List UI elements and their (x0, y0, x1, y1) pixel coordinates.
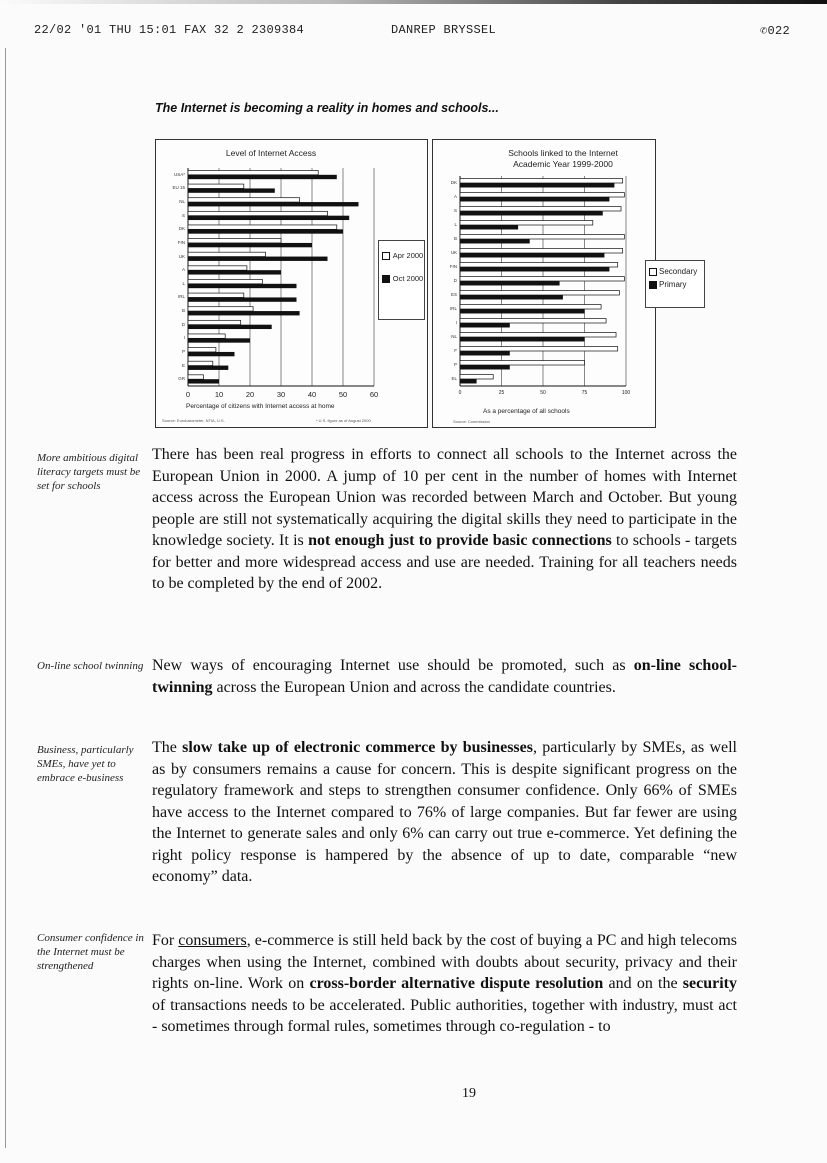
bar-secondary (460, 235, 624, 239)
x-tick-label: 100 (621, 390, 631, 396)
bar-secondary (460, 207, 621, 211)
x-tick-label: 0 (185, 390, 191, 399)
category-label: IRL (449, 306, 457, 311)
chart-footnote: * U.S. figure as of August 2000 (316, 418, 371, 423)
category-label: EL (451, 376, 457, 381)
legend-label: Oct 2000 (392, 274, 424, 283)
bar-oct-2000 (188, 366, 228, 370)
category-label: ES (450, 292, 457, 297)
bar-oct-2000 (188, 311, 300, 315)
bar-apr-2000 (188, 170, 318, 174)
chart-source: Source: Eurobarometer, NTIA, U.S. (162, 418, 225, 423)
text-run: and on the (603, 975, 683, 992)
section-headline: The Internet is becoming a reality in homes and schools... (155, 101, 499, 115)
category-label: NL (179, 199, 185, 205)
category-label: E (181, 362, 185, 368)
text-run: across the European Union and across the candidate countries. (212, 678, 616, 696)
chart-legend (645, 260, 705, 308)
category-label: FIN (449, 264, 457, 269)
schools-internet-plot (433, 140, 655, 427)
x-axis-label: As a percentage of all schools (483, 408, 570, 415)
legend-swatch-white (649, 268, 657, 276)
category-label: S (181, 212, 185, 218)
bar-primary (460, 323, 510, 327)
category-label: D (453, 278, 457, 283)
legend-swatch-black (649, 281, 657, 289)
bar-primary (460, 239, 530, 243)
category-label: L (454, 222, 457, 227)
x-axis-label: Percentage of citizens with Internet access at home (186, 403, 335, 410)
category-label: NL (451, 334, 457, 339)
text-run: New ways of encouraging Internet use should be promoted, such as (152, 657, 634, 674)
bar-apr-2000 (188, 320, 241, 324)
category-label: I (183, 335, 185, 341)
underlined-text-run: consumers (178, 932, 247, 949)
paragraph-schools-progress (152, 444, 737, 595)
bar-primary (460, 351, 510, 355)
bar-oct-2000 (188, 297, 297, 301)
page-left-edge (5, 48, 6, 1148)
margin-note-e-business: Business, particularly SMEs, have yet to embrace e-business (37, 744, 134, 784)
bar-primary (460, 267, 609, 271)
x-tick-label: 0 (458, 390, 462, 396)
bar-oct-2000 (188, 188, 275, 192)
x-tick-label: 25 (498, 390, 505, 396)
bar-secondary (460, 277, 624, 281)
legend-item (649, 267, 704, 276)
legend-label: Secondary (659, 267, 698, 276)
bar-oct-2000 (188, 175, 337, 179)
legend-swatch-white (382, 252, 390, 260)
chart-title: Schools linked to the Internet Academic Year 1999-2000 (508, 148, 618, 169)
category-label: A (181, 267, 185, 273)
margin-note-consumer-confidence: Consumer confidence in the Internet must be strengthened (37, 932, 144, 972)
category-label: DK (450, 180, 457, 185)
bar-secondary (460, 305, 601, 309)
x-tick-label: 40 (307, 390, 317, 399)
category-label: S (453, 208, 457, 213)
bar-apr-2000 (188, 307, 253, 311)
bar-apr-2000 (188, 252, 266, 256)
bar-oct-2000 (188, 352, 235, 356)
category-label: P (181, 348, 185, 354)
bar-primary (460, 379, 477, 383)
legend-label: Primary (659, 280, 687, 289)
bar-oct-2000 (188, 338, 250, 342)
bar-secondary (460, 179, 623, 183)
bar-secondary (460, 249, 623, 253)
bar-apr-2000 (188, 184, 244, 188)
category-label: B (181, 308, 185, 314)
category-label: UK (178, 253, 185, 259)
bar-primary (460, 337, 585, 341)
category-label: F (454, 348, 457, 353)
bar-apr-2000 (188, 239, 281, 243)
bold-text-run: cross-border alternative dispute resolution (309, 975, 604, 992)
category-label: USA* (173, 171, 185, 177)
category-label: GR (178, 376, 185, 382)
category-label: P (453, 362, 457, 367)
bar-primary (460, 253, 604, 257)
bar-oct-2000 (188, 202, 359, 206)
bar-apr-2000 (188, 279, 262, 283)
category-label: L (182, 280, 185, 286)
chart-legend (378, 240, 425, 320)
x-tick-label: 50 (540, 390, 546, 396)
text-run: , e-commerce is still held back by the cost of buying a PC and high telecoms charges when using the Internet, combined with doubts about security, privacy and their rights on-line. Work on (152, 932, 737, 992)
bar-apr-2000 (188, 334, 225, 338)
bar-oct-2000 (188, 243, 312, 247)
bar-apr-2000 (188, 361, 213, 365)
bar-secondary (460, 375, 493, 379)
chart-source: Source: Commission (453, 419, 490, 424)
bold-text-run: security (682, 975, 737, 992)
bar-oct-2000 (188, 216, 349, 220)
bold-text-run: on-line school-twinning (152, 657, 737, 696)
bar-oct-2000 (188, 284, 297, 288)
text-run: There has been real progress in efforts to connect all schools to the Internet across the European Union in 2000. A jump of 10 per cent in the number of homes with Internet access across the European Union was recorded between March and October. But young people are still not systematically acquiring the digital skills they need to participate in the knowledge society. It is (152, 446, 737, 549)
text-run: , particularly by SMEs, as well as by consumers remains a cause for concern. This is despite significant progress on the regulatory framework and steps to strengthen consumer confidence. Only 66% of SMEs have access to the Internet compared to 76% of large companies. But far fewer are using the Internet to generate sales and only 6% can carry out true e-commerce. Yet defining the right policy response is hampered by the absence of up to date, comparable “new economy” data. (152, 739, 738, 885)
schools-internet-chart (432, 139, 698, 428)
bar-oct-2000 (188, 270, 281, 274)
x-tick-label: 10 (214, 390, 224, 399)
bar-primary (460, 197, 609, 201)
fax-header-recipient: DANREP BRYSSEL (391, 23, 497, 37)
bar-apr-2000 (188, 225, 337, 229)
bar-secondary (460, 291, 619, 295)
bar-apr-2000 (188, 348, 216, 352)
legend-item (382, 274, 424, 283)
bar-oct-2000 (188, 257, 328, 261)
margin-note-digital-literacy: More ambitious digital literacy targets must be set for schools (37, 452, 141, 492)
text-run: For (152, 932, 179, 949)
bar-oct-2000 (188, 229, 343, 233)
category-label: B (453, 236, 457, 241)
bar-oct-2000 (188, 379, 219, 383)
x-tick-label: 75 (581, 390, 588, 396)
bar-secondary (460, 361, 585, 365)
text-run: The (152, 739, 183, 756)
x-tick-label: 20 (245, 390, 255, 399)
bar-primary (460, 225, 518, 229)
bar-apr-2000 (188, 266, 247, 270)
category-label: UK (450, 250, 457, 255)
bar-secondary (460, 319, 606, 323)
bar-primary (460, 309, 585, 313)
margin-note-school-twinning: On-line school twinning (37, 660, 144, 672)
bar-apr-2000 (188, 211, 328, 215)
fax-top-edge (0, 0, 827, 4)
bar-apr-2000 (188, 375, 204, 379)
category-label: D (181, 321, 185, 327)
category-label: IRL (177, 294, 185, 300)
category-label: DK (178, 226, 185, 232)
legend-item (649, 280, 704, 289)
legend-swatch-black (382, 275, 390, 283)
bar-apr-2000 (188, 293, 244, 297)
paragraph-electronic-commerce (152, 737, 737, 888)
x-tick-label: 30 (276, 390, 286, 399)
chart-title: Level of Internet Access (225, 148, 317, 158)
text-run: of transactions needs to be accelerated. Public authorities, together with industry, must act - sometimes through formal rules, sometimes through co-regulation - to (152, 996, 737, 1035)
legend-label: Apr 2000 (392, 251, 424, 260)
bar-oct-2000 (188, 325, 272, 329)
bar-secondary (460, 333, 616, 337)
bar-primary (460, 281, 560, 285)
fax-page-counter: ✆022 (760, 24, 791, 38)
page-number: 19 (462, 1086, 476, 1101)
paragraph-school-twinning (152, 655, 737, 698)
bar-primary (460, 365, 510, 369)
bar-secondary (460, 193, 624, 197)
x-tick-label: 60 (369, 390, 379, 399)
x-tick-label: 50 (338, 390, 348, 399)
bar-secondary (460, 221, 593, 225)
category-label: FIN (177, 239, 185, 245)
category-label: EU 15 (172, 185, 185, 191)
bar-primary (460, 295, 563, 299)
bar-primary (460, 211, 603, 215)
bar-secondary (460, 347, 618, 351)
fax-header-sender: 22/02 '01 THU 15:01 FAX 32 2 2309384 (34, 23, 305, 37)
bold-text-run: not enough just to provide basic connections (308, 532, 612, 549)
bar-apr-2000 (188, 198, 300, 202)
bar-secondary (460, 263, 618, 267)
bar-primary (460, 183, 614, 187)
category-label: I (455, 320, 457, 325)
paragraph-consumers (152, 930, 737, 1038)
bold-text-run: slow take up of electronic commerce by businesses (182, 739, 533, 756)
category-label: A (453, 194, 457, 199)
legend-item (382, 251, 424, 260)
internet-access-chart (155, 139, 428, 428)
text-run: to schools - targets for better and more widespread access and use are needed. Training for all teachers needs to be completed by the end of 2002. (152, 532, 737, 592)
